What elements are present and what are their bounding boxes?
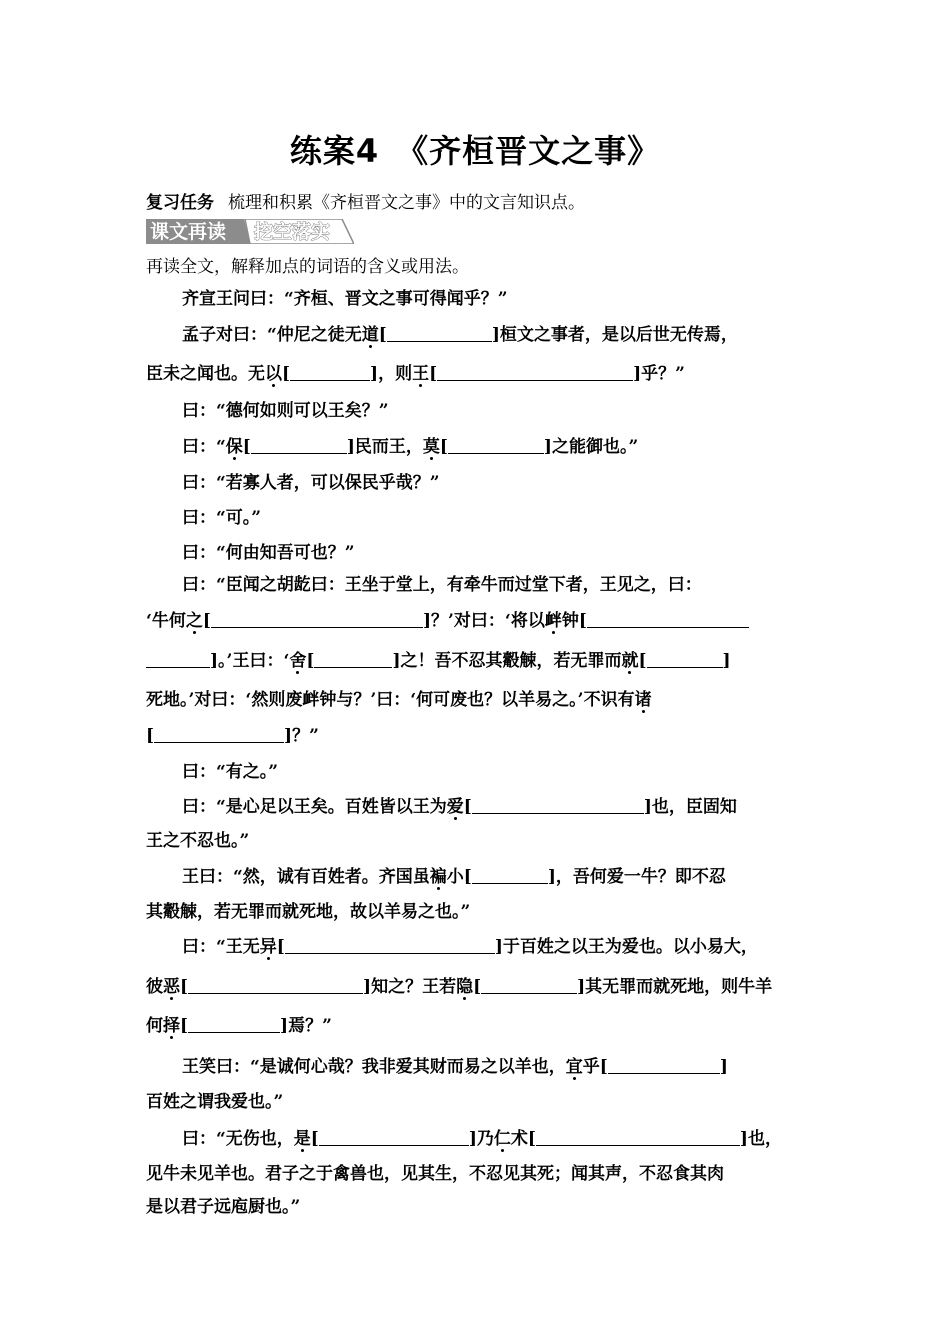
section-banner [146,219,354,244]
text-line-15: 曰：“是心足以王矣。百姓皆以王为爱[ ]也，臣固知 [182,797,737,817]
marked-word: 保 [225,437,243,457]
answer-blank [437,362,633,381]
marked-word: 仁 [493,1129,511,1149]
text-line-26: 是以君子远庖厨也。” [146,1197,301,1217]
marked-word: 隐 [456,977,474,997]
answer-blank [472,865,548,884]
banner-right-text: 挖空落实 [254,221,331,243]
marked-word: 择 [163,1016,180,1036]
answer-blank [481,975,577,994]
text-line-17: 王曰：“然，诚有百姓者。齐国虽褊小[ ]，吾何爱一牛？即不忍 [182,867,726,887]
answer-blank [387,323,492,342]
answer-blank [448,435,544,454]
text-line-19: 曰：“王无异[ ]于百姓之以王为爱也。以小易大， [182,937,758,957]
text-line-16: 王之不忍也。” [146,831,250,851]
page-title: 练案4 《齐桓晋文之事》 [289,132,661,170]
answer-blank [211,609,423,628]
text-line-12: 死地。’对曰：‘然则废衅钟与？’曰：‘何可废也？以羊易之。’不识有诸 [146,690,652,710]
text-line-18: 其觳觫，若无罪而就死地，故以羊易之也。” [146,902,471,922]
text-line-6: 曰：“若寡人者，可以保民乎哉？” [182,473,440,493]
task-label: 复习任务 [146,193,214,213]
text-line-21: 何择[ ]焉？” [146,1016,332,1036]
marked-word: 是 [293,1129,311,1149]
marked-word: 舍 [289,651,307,671]
answer-blank [587,609,749,628]
text-line-11: ]。’王曰：‘舍[ ]之！吾不忍其觳觫，若无罪而就[ ] [146,646,811,676]
answer-blank [314,649,392,668]
instruction: 再读全文，解释加点的词语的含义或用法。 [146,257,469,277]
review-task [146,188,585,213]
banner-left-text: 课文再读 [150,221,227,243]
text-line-2: 孟子对曰：“仲尼之徒无道[ ]桓文之事者，是以后世无传焉， [182,325,738,345]
text-line-10: ‘牛何之[ ]？’对曰：‘将以衅钟[ [146,606,811,636]
text-line-13: [ ]？” [146,726,319,746]
section-banner-graphic [146,219,354,244]
answer-blank [290,362,370,381]
marked-word: 以 [265,364,282,384]
text-line-22: 王笑曰：“是诚何心哉？我非爱其财而易之以羊也，宜乎[ ] [182,1057,728,1077]
marked-word: 诸 [634,690,652,710]
answer-blank [146,649,210,668]
text-line-24: 曰：“无伤也，是[ ]乃仁术[ ]也， [182,1129,782,1149]
text-line-20: 彼恶[ ]知之？王若隐[ ]其无罪而就死地，则牛羊 [146,977,773,997]
text-line-8: 曰：“何由知吾可也？” [182,543,355,563]
text-line-5: 曰：“保[ ]民而王，莫[ ]之能御也。” [182,437,639,457]
marked-word: 衅 [544,611,562,631]
text-line-7: 曰：“可。” [182,508,262,528]
marked-word: 之 [185,611,203,631]
answer-blank [608,1055,720,1074]
marked-word: 恶 [163,977,180,997]
task-text: 梳理和积累《齐桓晋文之事》中的文言知识点。 [228,193,585,213]
answer-blank [319,1127,469,1146]
answer-blank [154,724,284,743]
answer-blank [251,435,347,454]
answer-blank [188,1014,280,1033]
answer-blank [188,975,363,994]
answer-blank [647,649,723,668]
answer-blank [472,795,644,814]
text-line-25: 见牛未见羊也。君子之于禽兽也，见其生，不忍见其死；闻其声，不忍食其肉 [146,1164,724,1184]
answer-blank [536,1127,740,1146]
text-line-23: 百姓之谓我爱也。” [146,1092,284,1112]
marked-word: 褊 [429,867,447,887]
marked-word: 宜 [565,1057,583,1077]
marked-word: 道 [361,325,379,345]
marked-word: 爱 [446,797,464,817]
text-line-1: 齐宣王问曰：“齐桓、晋文之事可得闻乎？” [182,289,508,309]
marked-word: 异 [259,937,277,957]
text-line-3: 臣未之闻也。无以[ ]，则王[ ]乎？” [146,364,685,384]
text-line-14: 曰：“有之。” [182,762,279,782]
marked-word: 就 [621,651,639,671]
text-line-9: 曰：“臣闻之胡龁曰：王坐于堂上，有牵牛而过堂下者，王见之，曰： [182,575,702,595]
marked-word: 王 [412,364,430,384]
marked-word: 莫 [422,437,440,457]
text-line-4: 曰：“德何如则可以王矣？” [182,401,389,421]
answer-blank [285,935,495,954]
